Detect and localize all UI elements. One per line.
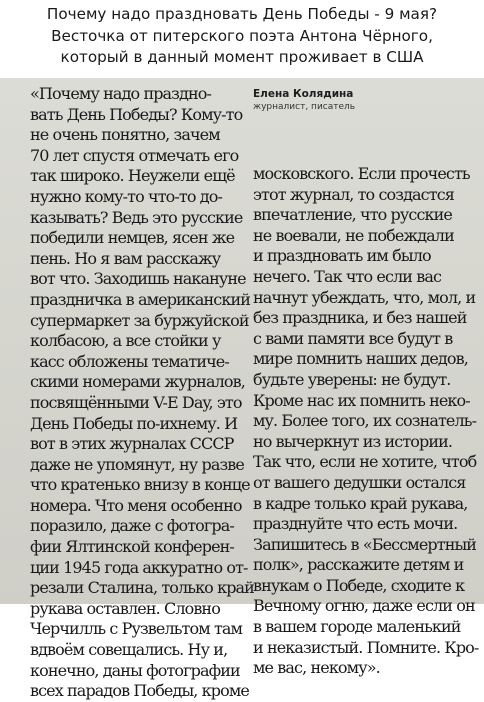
article-line: всех парадов Победы, кроме: [30, 681, 249, 701]
article-line: вот в этих журналах СССР: [30, 434, 234, 454]
article-line: рукава оставлен. Словно: [30, 598, 220, 618]
article-line: без праздника, и без нашей: [253, 308, 467, 328]
article-line: 70 лет спустя отмечать его: [30, 145, 239, 165]
article-line: внукам о Победе, сходите к: [253, 575, 465, 595]
article-line: но вычеркнут из истории.: [253, 431, 453, 451]
author-name: Елена Колядина: [253, 88, 354, 100]
article-line: вдвоём совещались. Ну и,: [30, 640, 228, 660]
article-line: фии Ялтинской конферен-: [30, 537, 234, 557]
article-line: в вашем городе маленький: [253, 617, 461, 637]
article-line: «Почему надо праздно-: [30, 84, 211, 103]
article-line: ме вас, некому».: [253, 658, 380, 678]
article-line: Черчилль с Рузвельтом там: [30, 619, 243, 639]
article-line: поразило, даже с фотогра-: [30, 516, 234, 536]
article-line: резали Сталина, только край: [30, 578, 254, 598]
author-byline: [253, 88, 355, 113]
article-line: не воевали, не побеждали: [253, 225, 454, 245]
article-line: посвящёнными V-E Day, это: [30, 392, 242, 412]
article-line: что кратенько внизу в конце: [30, 475, 250, 495]
caption-line: Весточка от питерского поэта Антона Чёрного,: [51, 26, 433, 45]
article-line: нужно кому-то что-то до-: [30, 186, 222, 206]
article-line: Кроме нас их помнить неко-: [253, 390, 470, 410]
article-line: праздничка в американский: [30, 289, 251, 309]
article-column-left: [30, 84, 254, 702]
article-line: вать День Победы? Кому-то: [30, 104, 243, 124]
article-line: празднуйте что есть мочи.: [253, 514, 458, 534]
article-line: этот журнал, то создастся: [253, 184, 454, 204]
post-caption: [0, 0, 484, 78]
article-line: колбасою, а все стойки у: [30, 331, 221, 351]
article-line: скими номерами журналов,: [30, 372, 245, 392]
article-line: му. Более того, их сознатель-: [253, 411, 477, 431]
newspaper-clipping: [0, 78, 484, 701]
article-line: полк», расскажите детям и: [253, 555, 464, 575]
article-line: мире помнить наших дедов,: [253, 349, 468, 369]
article-line: начнут убеждать, что, мол, и: [253, 287, 476, 307]
article-line: казывать? Ведь это русские: [30, 207, 243, 227]
article-line: будьте уверены: не будут.: [253, 369, 451, 389]
article-line: пень. Но я вам расскажу: [30, 248, 221, 268]
article-line: московского. Если прочесть: [253, 164, 470, 183]
article-line: конечно, даны фотографии: [30, 660, 240, 680]
article-line: Вечному огню, даже если он: [253, 596, 475, 616]
caption-line: Почему надо праздновать День Победы - 9 мая?: [46, 5, 438, 23]
article-line: от вашего дедушки остался: [253, 472, 466, 492]
article-line: победили немцев, ясен же: [30, 228, 235, 248]
article-line: нечего. Так что если вас: [253, 266, 442, 286]
article-line: так широко. Неужели ещё: [30, 166, 235, 186]
article-line: супермаркет за буржуйской: [30, 310, 249, 330]
article-line: Запишитесь в «Бессмертный: [253, 534, 477, 554]
author-role: журналист, писатель: [253, 102, 356, 112]
article-line: и праздновать им было: [253, 246, 431, 266]
article-line: касс обложены тематиче-: [30, 351, 229, 371]
article-line: номера. Что меня особенно: [30, 495, 242, 515]
article-line: и неказистый. Помните. Кро-: [253, 637, 479, 657]
article-line: День Победы по-ихнему. И: [30, 413, 238, 433]
article-line: даже не упомянут, ну разве: [30, 454, 244, 474]
article-line: Так что, если не хотите, чтоб: [253, 452, 477, 472]
article-line: с вами памяти все будут в: [253, 328, 453, 348]
article-column-right: [253, 164, 478, 679]
article-line: не очень понятно, зачем: [30, 125, 220, 145]
article-line: вот что. Заходишь накануне: [30, 269, 246, 289]
article-line: ции 1945 года аккуратно от-: [30, 557, 248, 577]
caption-line: который в данный момент проживает в США: [60, 48, 424, 66]
article-line: в кадре только край рукава,: [253, 493, 468, 513]
article-line: впечатление, что русские: [253, 205, 452, 225]
